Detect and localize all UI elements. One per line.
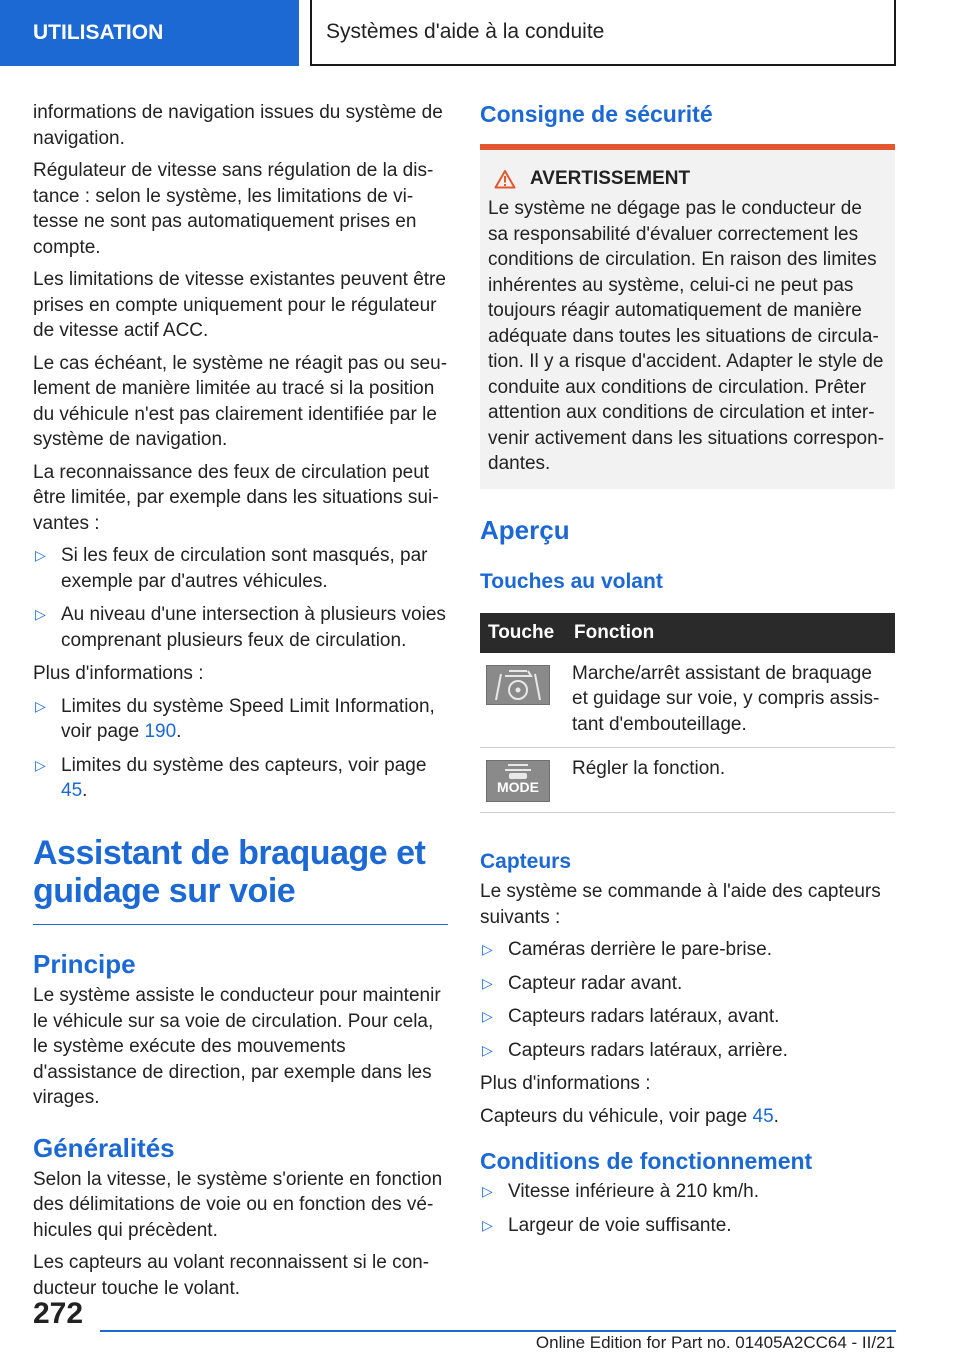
triangle-bullet-icon: ▷ [482,1216,493,1233]
table-row [480,748,895,813]
section-title-apercu: Aperçu [480,514,570,545]
list-item-text: Capteur radar avant. [508,972,683,994]
list-item-text: Capteurs radars latéraux, arrière. [508,1039,788,1061]
warning-text: Le système ne dégage pas le conducteur de sa responsabilité d'évaluer correctement les conditions de circulation. En raison des limites inhérentes au système, celui-ci ne peut pas toujours réagir automatiquement de manière adéquate dans toutes les situations de circulation. Il y a risque d'accident. Adapter le style de conduite aux conditions de circulation. Prêter attention aux conditions de circulation et intervenir activement dans les situations correspondantes. [488,198,885,474]
page-link[interactable]: 190 [144,721,177,742]
triangle-bullet-icon: ▷ [482,1041,493,1058]
triangle-bullet-icon: ▷ [35,547,46,563]
key-label: MODE [497,778,539,795]
triangle-bullet-icon: ▷ [482,974,493,991]
paragraph: Selon la vitesse, le système s'oriente en fonction des délimitations de voie ou en fonction des véhicules qui précèdent. [33,1168,443,1241]
warning-triangle-icon [494,169,516,189]
footer-edition: Online Edition for Part no. 01405A2CC64 - II/21 [535,1333,895,1352]
list-item [480,1179,895,1205]
subsection-title-capteurs: Capteurs [480,850,572,873]
list-item-text: Limites du système des capteurs, voir page [61,754,427,776]
list-item [33,602,448,653]
list-item-text: Limites du système Speed Limit Information, voir page [61,695,435,742]
page-link[interactable]: 45 [61,780,83,801]
triangle-bullet-icon: ▷ [35,697,46,714]
list-item-end: . [82,780,88,801]
table-row [480,653,895,748]
left-column [33,100,448,1308]
sensor-list [480,937,895,1063]
section-title-generalites: Généralités [33,1132,175,1163]
section-title-principe: Principe [33,949,136,979]
section-title-consigne: Consigne de sécurité [480,101,713,127]
warning-heading [488,168,887,190]
header-section: UTILISATION [0,0,299,66]
triangle-bullet-icon: ▷ [482,1008,493,1024]
triangle-bullet-icon: ▷ [482,1183,493,1199]
footer-divider [100,1330,896,1332]
triangle-bullet-icon: ▷ [35,756,46,773]
more-info-label: Plus d'informations : [33,663,204,684]
subsection-title-touches: Touches au volant [480,569,663,593]
triangle-bullet-icon: ▷ [35,606,46,622]
header-chapter: Systèmes d'aide à la conduite [310,0,896,66]
list-item-text: Capteurs radars latéraux, avant. [508,1006,780,1027]
chapter-title: Assistant de braquage et guidage sur voie [33,833,426,910]
conditions-list [480,1179,895,1238]
warning-title: AVERTISSEMENT [530,168,691,189]
page-number: 272 [33,1297,84,1330]
paragraph: Le cas échéant, le système ne réagit pas ou seulement de manière limitée au tracé si la position du véhicule n'est pas clairement identifiée par le système de navigation. [33,352,448,450]
keys-table [480,613,895,814]
paragraph: Les limitations de vitesse existantes peuvent être prises en compte uniquement pour le régulateur de vitesse actif ACC. [33,269,446,341]
paragraph: Régulateur de vitesse sans régulation de la distance : selon le système, les limitations de vitesse ne sont pas automatiquement prises en compte. [33,160,434,258]
list-item-text: Caméras derrière le pare-brise. [508,939,772,960]
list-item [480,1038,895,1064]
right-column [480,100,895,1246]
list-item-text: Largeur de voie suffisante. [508,1214,732,1236]
reference-text: Capteurs du véhicule, voir page [480,1105,753,1127]
more-info-label: Plus d'informations : [480,1073,651,1094]
list-item [480,1213,895,1239]
column-header-key: Touche [480,613,566,653]
list-item [480,1004,895,1030]
lane-assist-steering-icon [486,665,550,705]
bullet-list [33,543,448,653]
paragraph: Le système assiste le conducteur pour maintenir le véhicule sur sa voie de circulation. Pour cela, le système exécute des mouvements d'assistance de direction, par exemple dans les virages. [33,985,441,1108]
list-item [33,753,448,804]
function-cell: Marche/arrêt assistant de braquage et guidage sur voie, y compris assistant d'embouteillage. [566,653,895,748]
list-item-text: Vitesse inférieure à 210 km/h. [508,1181,760,1202]
reference-paragraph [480,1104,895,1130]
warning-box [480,150,895,489]
list-item [480,971,895,997]
title-divider [33,924,448,926]
column-header-function: Fonction [566,613,895,653]
reference-list [33,694,448,804]
section-title-conditions: Conditions de fonctionnement [480,1148,813,1174]
triangle-bullet-icon: ▷ [482,941,493,957]
key-cell [480,653,566,748]
list-item-end: . [176,721,182,742]
list-item [480,937,895,963]
paragraph: informations de navigation issues du système de navigation. [33,102,443,149]
list-item-text: Si les feux de circulation sont masqués, par exemple par d'autres véhicules. [61,545,428,592]
key-cell [480,748,566,813]
table-header-row [480,613,895,653]
list-item [33,543,448,594]
reference-end: . [773,1105,779,1127]
function-cell: Régler la fonction. [566,748,895,813]
paragraph: La reconnaissance des feux de circulation peut être limitée, par exemple dans les situations suivantes : [33,461,439,534]
page-link[interactable]: 45 [752,1105,774,1127]
list-item-text: Au niveau d'une intersection à plusieurs voies comprenant plusieurs feux de circulation. [61,604,446,651]
list-item [33,694,448,745]
lane-assist-mode-icon [486,760,550,802]
paragraph: Les capteurs au volant reconnaissent si le conducteur touche le volant. [33,1252,430,1299]
paragraph: Le système se commande à l'aide des capteurs suivants : [480,881,881,928]
